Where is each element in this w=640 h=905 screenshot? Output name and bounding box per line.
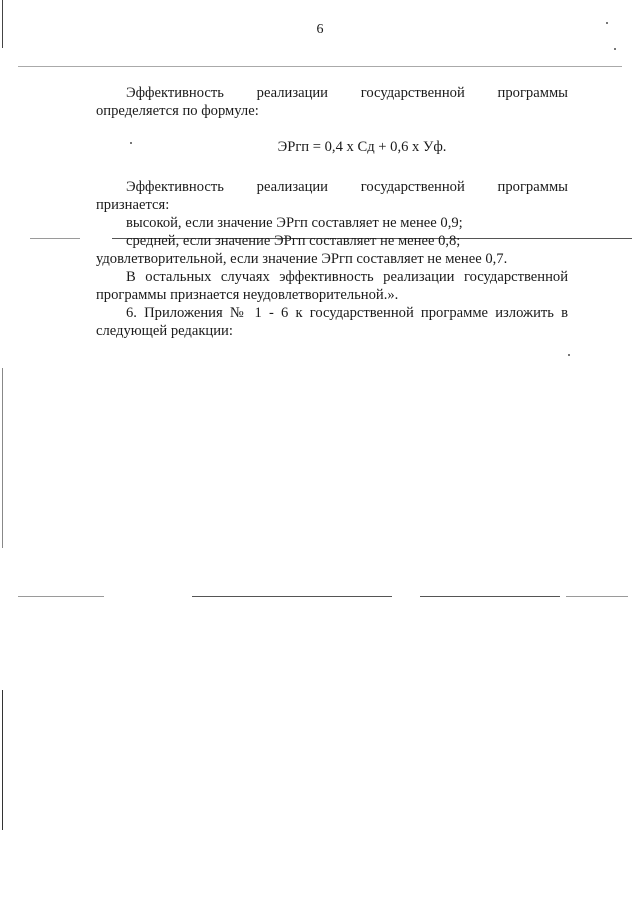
scan-speck xyxy=(614,48,616,50)
paragraph-efficiency-formula-intro: Эффективность реализации государственной программы xyxy=(126,85,568,101)
left-edge-mark xyxy=(2,368,3,548)
paragraph-efficiency-levels-intro: Эффективность реализации государственной программы xyxy=(126,179,568,195)
scan-rule xyxy=(30,238,80,239)
list-item-medium: средней, если значение ЭРгп составляет не менее 0,8; xyxy=(126,233,461,249)
paragraph-appendix: 6. Приложения № 1 - 6 к государственной программе изложить в следующей редакции: xyxy=(96,305,568,339)
paragraph-other-cases: В остальных случаях эффективность реализации государственной программы признается неудовлетворительной.». xyxy=(96,269,568,303)
paragraph-line: признается: xyxy=(96,197,170,213)
scan-speck xyxy=(568,354,570,356)
document-body xyxy=(96,84,568,340)
paragraph-line: определяется по формуле: xyxy=(96,103,259,119)
scan-rule xyxy=(18,596,104,597)
formula: ЭРгп = 0,4 х Сд + 0,6 х Уф. xyxy=(277,139,447,155)
scan-rule xyxy=(566,596,628,597)
list-item-satisfactory: удовлетворительной, если значение ЭРгп составляет не менее 0,7. xyxy=(96,251,508,267)
scan-rule xyxy=(18,66,622,67)
left-edge-mark xyxy=(2,690,3,830)
page-number: 6 xyxy=(316,22,324,37)
list-item-high: высокой, если значение ЭРгп составляет не менее 0,9; xyxy=(126,215,463,231)
scan-rule xyxy=(192,596,392,597)
scan-rule xyxy=(420,596,560,597)
